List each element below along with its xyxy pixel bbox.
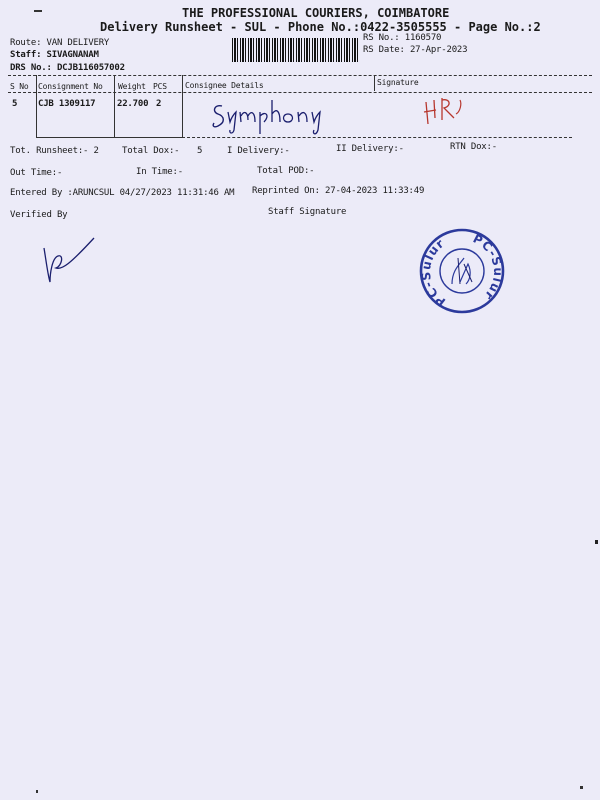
col-divider <box>182 75 183 137</box>
header-consignment: Consignment No <box>38 82 103 91</box>
entered-by: Entered By :ARUNCSUL 04/27/2023 11:31:46 AM <box>10 188 235 198</box>
total-dox-label: Total Dox:- <box>122 146 180 156</box>
scan-mark <box>580 786 583 789</box>
consignee-handwritten-signature <box>208 96 358 140</box>
stamp-text: PC-Sulur <box>418 235 449 310</box>
reprinted-on: Reprinted On: 27-04-2023 11:33:49 <box>252 186 425 196</box>
tot-runsheet: Tot. Runsheet:- 2 <box>10 146 99 156</box>
stamp-text-repeat: PC-Sulur <box>470 231 506 304</box>
header-weight: Weight <box>118 82 146 91</box>
receiver-signature <box>420 94 472 130</box>
out-time: Out Time:- <box>10 168 63 178</box>
total-pod: Total POD:- <box>257 166 315 176</box>
row-sno: 5 <box>12 99 18 109</box>
verified-by: Verified By <box>10 210 68 220</box>
table-header-rule <box>8 92 592 93</box>
barcode <box>232 38 358 62</box>
scan-mark <box>595 540 598 544</box>
scan-mark <box>36 790 38 793</box>
ii-delivery: II Delivery:- <box>336 144 404 154</box>
table-bottom-rule <box>36 137 182 138</box>
i-delivery: I Delivery:- <box>227 146 290 156</box>
row-weight: 22.700 <box>117 99 149 109</box>
in-time: In Time:- <box>136 167 183 177</box>
scan-mark <box>34 10 42 12</box>
header-signature: Signature <box>377 78 419 87</box>
header-sno: S No <box>10 82 29 91</box>
col-divider <box>114 75 115 137</box>
row-consignment: CJB 1309117 <box>38 99 96 109</box>
drs-number: DRS No.: DCJB116057002 <box>10 63 125 73</box>
staff-signature-label: Staff Signature <box>268 207 347 217</box>
company-title: THE PROFESSIONAL COURIERS, COIMBATORE <box>182 6 450 20</box>
staff-label: Staff: SIVAGNANAM <box>10 50 99 60</box>
office-stamp <box>416 228 508 314</box>
row-pcs: 2 <box>156 99 162 109</box>
col-divider <box>374 75 375 91</box>
rs-date: RS Date: 27-Apr-2023 <box>363 45 468 55</box>
header-pcs: PCS <box>153 82 167 91</box>
col-divider <box>36 75 37 137</box>
rs-number: RS No.: 1160570 <box>363 33 442 43</box>
table-top-rule <box>8 75 592 76</box>
route-label: Route: VAN DELIVERY <box>10 38 110 48</box>
header-consignee: Consignee Details <box>185 81 264 90</box>
total-dox-value: 5 <box>197 146 203 156</box>
verifier-signature <box>36 234 100 294</box>
rtn-dox: RTN Dox:- <box>450 142 497 152</box>
runsheet-title: Delivery Runsheet - SUL - Phone No.:0422-3505555 - Page No.:2 <box>100 20 541 34</box>
